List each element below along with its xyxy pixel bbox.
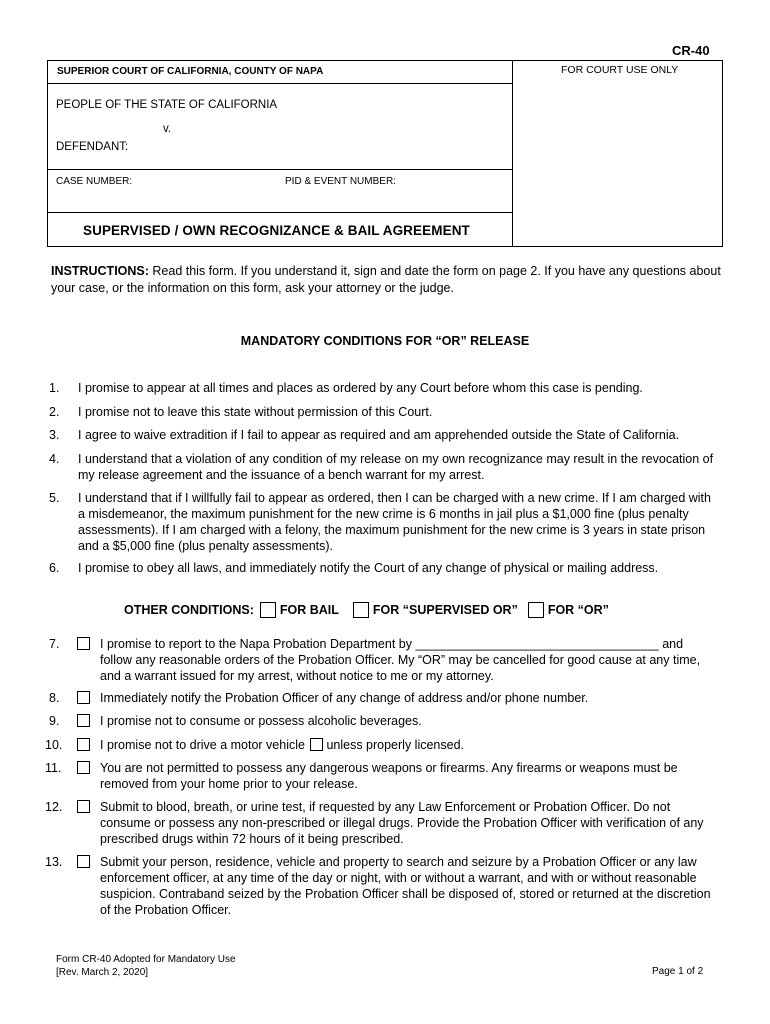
item-text: I promise not to consume or possess alcoholic beverages. [100,714,422,728]
court-use-box [512,61,723,246]
form-adoption-note [56,953,236,979]
condition-checkbox[interactable] [77,738,90,751]
or-checkbox[interactable] [528,602,544,618]
condition-checkbox[interactable] [77,761,90,774]
item-text: You are not permitted to possess any dangerous weapons or firearms. Any firearms or weapons must be removed from your home prior to your release. [100,761,678,791]
condition-checkbox[interactable] [77,691,90,704]
condition-checkbox[interactable] [77,855,90,868]
divider [48,169,512,170]
item-number: 5. [49,491,60,505]
defendant-field[interactable]: DEFENDANT: [56,141,129,153]
item-number: 8. [49,691,60,705]
court-name: SUPERIOR COURT OF CALIFORNIA, COUNTY OF NAPA [57,66,324,77]
item-text: Submit to blood, breath, or urine test, if requested by any Law Enforcement or Probation Officer. Do not consume or possess any non-prescribed or illegal drugs. Provide the Probation Officer with verification of any prescribed drugs within 72 hours of it being prescribed. [100,800,704,846]
condition-checkbox[interactable] [77,637,90,650]
item-number: 6. [49,561,60,575]
item-number: 9. [49,714,60,728]
item-number: 7. [49,637,60,651]
supervised-or-checkbox[interactable] [353,602,369,618]
or-label: FOR “OR” [547,603,609,617]
licensed-checkbox[interactable] [310,738,323,751]
form-title: SUPERVISED / OWN RECOGNIZANCE & BAIL AGREEMENT [83,223,470,238]
pid-event-number-field[interactable]: PID & EVENT NUMBER: [285,176,396,187]
divider [48,212,512,213]
revision-label: [Rev. March 2, 2020] [56,967,149,978]
item-number: 2. [49,405,60,419]
case-number-field[interactable]: CASE NUMBER: [56,176,133,187]
bail-checkbox[interactable] [260,602,276,618]
item-text: I promise to report to the Napa Probation Department by ___________________________________ and follow any reasonable orders of the Probation Officer. My “OR” may be cancelled for good cause at any time, and a warrant issued for my arrest, without notice to me or my attorney. [100,637,701,683]
item-text-a: I promise not to drive a motor vehicle [100,738,305,752]
versus-label: v. [163,123,172,135]
item-text: I promise not to leave this state without permission of this Court. [78,405,433,419]
item-number: 4. [49,452,60,466]
item-number: 13. [45,855,63,869]
item-text: I promise to appear at all times and places as ordered by any Court before whom this case is pending. [78,381,643,395]
instructions-label: INSTRUCTIONS: [51,264,149,278]
instructions-text: Read this form. If you understand it, sign and date the form on page 2. If you have any questions about your case, or the information on this form, ask your attorney or the judge. [51,264,721,295]
item-number: 1. [49,381,60,395]
supervised-or-label: FOR “SUPERVISED OR” [372,603,518,617]
item-text: I agree to waive extradition if I fail to appear as required and am apprehended outside the State of California. [78,428,680,442]
item-text [100,737,716,753]
page-number: Page 1 of 2 [652,966,704,977]
item-text: I understand that a violation of any condition of my release on my own recognizance may result in the revocation of my release agreement and the issuance of a bench warrant for my arrest. [78,452,714,482]
item-text: I promise to obey all laws, and immediately notify the Court of any change of physical or mailing address. [78,561,659,575]
item-text: I understand that if I willfully fail to appear as ordered, then I can be charged with a new crime. If I am charged with a misdemeanor, the maximum punishment for the new crime is 6 months in jail plus a $1,000 fine (plus penalty assessments). If I am charged with a felony, the maximum punishment for the new crime is 3 years in state prison and a $5,000 fine (plus penalty assessments). [78,491,711,553]
item-text-b: unless properly licensed. [326,738,465,752]
other-conditions-row [124,602,609,618]
item-number: 11. [45,761,62,775]
instructions [51,263,726,297]
bail-label: FOR BAIL [279,603,339,617]
item-text: Immediately notify the Probation Officer of any change of address and/or phone number. [100,691,589,705]
item-number: 10. [45,738,63,752]
item-text: Submit your person, residence, vehicle and property to search and seizure by a Probation Officer or any law enforcement officer, at any time of the day or night, with or without a warrant, and with or without reasonable suspicion. Contraband seized by the Probation Officer shall be disposed of, stored or returned at the discretion of the Probation Officer. [100,855,711,917]
adopted-label: Form CR-40 Adopted for Mandatory Use [56,954,236,965]
item-number: 12. [45,800,63,814]
mandatory-heading: MANDATORY CONDITIONS FOR “OR” RELEASE [240,334,530,348]
other-conditions-label: OTHER CONDITIONS: [124,603,254,617]
item-number: 3. [49,428,60,442]
caption-box [47,60,723,247]
people-label: PEOPLE OF THE STATE OF CALIFORNIA [56,99,278,111]
court-use-label: FOR COURT USE ONLY [561,64,679,76]
form-id: CR-40 [672,43,710,58]
condition-checkbox[interactable] [77,714,90,727]
condition-checkbox[interactable] [77,800,90,813]
divider [48,83,512,84]
